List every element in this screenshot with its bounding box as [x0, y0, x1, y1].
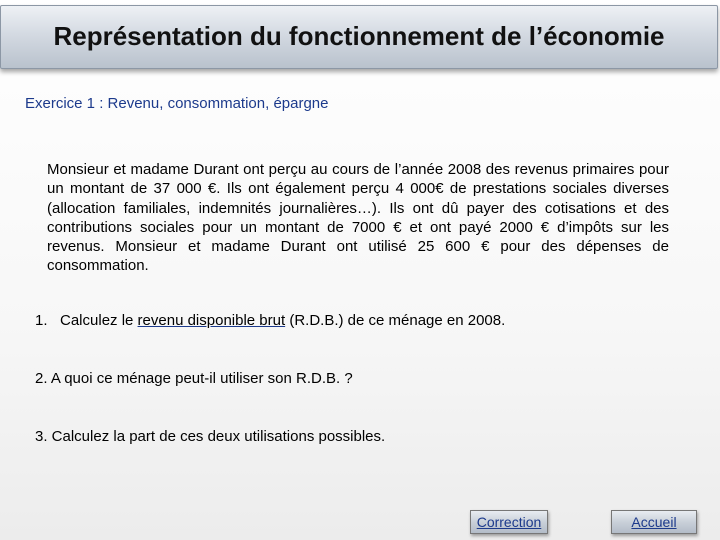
accueil-button[interactable]: Accueil	[611, 510, 697, 534]
question-2: 2. A quoi ce ménage peut-il utiliser son R.D.B. ?	[35, 370, 353, 387]
question-1	[35, 312, 505, 329]
page-title: Représentation du fonctionnement de l’économie	[53, 21, 665, 51]
correction-button[interactable]: Correction	[470, 510, 548, 534]
title-banner	[0, 5, 718, 69]
question-3: 3. Calculez la part de ces deux utilisations possibles.	[35, 428, 386, 445]
question-1-prefix: 1. Calculez le	[35, 312, 138, 329]
revenu-disponible-brut-link[interactable]: revenu disponible brut	[137, 312, 286, 329]
exercise-subtitle: Exercice 1 : Revenu, consommation, épargne	[25, 95, 329, 112]
exercise-statement: Monsieur et madame Durant ont perçu au cours de l’année 2008 des revenus primaires pour un montant de 37 000 €. Ils ont également perçu 4 000€ de prestations sociales diverses (allocation familiales, indemnités journalières…). Ils ont dû payer des cotisations et des contributions sociales pour un montant de 7000 € et ont payé 2000 € d’impôts sur les revenus. Monsieur et madame Durant ont utilisé 25 600 € pour des dépenses de consommation.	[47, 161, 669, 275]
question-1-suffix: (R.D.B.) de ce ménage en 2008.	[285, 312, 506, 329]
